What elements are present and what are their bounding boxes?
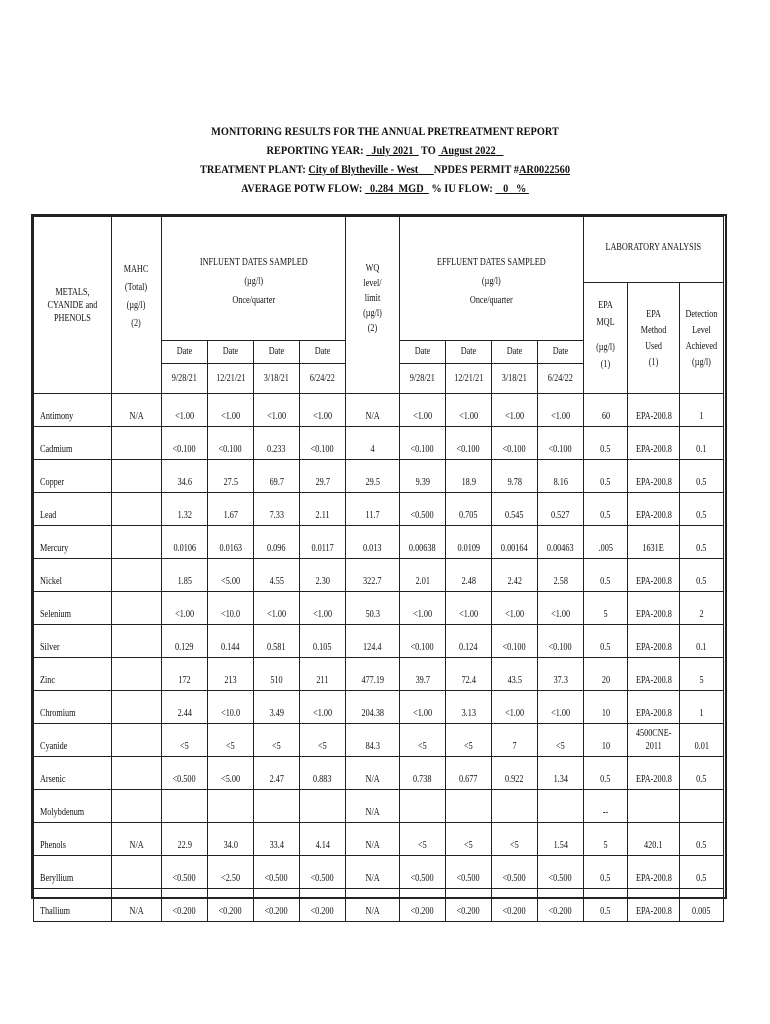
influent-value: 0.144: [208, 625, 254, 658]
influent-value: <10.0: [208, 691, 254, 724]
effluent-value: <0.100: [538, 427, 584, 460]
effluent-value: <0.200: [538, 889, 584, 922]
effluent-value: 0.922: [492, 757, 538, 790]
influent-value: 1.67: [208, 493, 254, 526]
influent-value: [254, 790, 300, 823]
plant-label: TREATMENT PLANT:: [199, 162, 306, 176]
influent-value: 2.47: [254, 757, 300, 790]
wq-value: N/A: [346, 757, 400, 790]
effluent-value: <1.00: [400, 592, 446, 625]
method-value: 4500CNE- 2011: [628, 724, 680, 757]
wq-header: WQ level/ limit (µg/l) (2): [346, 217, 400, 394]
effluent-value: <1.00: [538, 691, 584, 724]
influent-value: <0.100: [162, 427, 208, 460]
iu-value: 0 %: [503, 181, 527, 195]
effluent-value: 0.545: [492, 493, 538, 526]
mahc-value: [112, 460, 162, 493]
effluent-value: <1.00: [446, 394, 492, 427]
effluent-date-cell: [538, 341, 584, 394]
mahc-value: [112, 757, 162, 790]
permit-label: NPDES PERMIT #: [433, 162, 519, 176]
mahc-header: MAHC (Total) (µg/l) (2): [112, 217, 162, 394]
effluent-value: [400, 790, 446, 823]
influent-value: 2.11: [300, 493, 346, 526]
date-label: Date: [400, 341, 445, 364]
effluent-value: 9.39: [400, 460, 446, 493]
mahc-value: [112, 493, 162, 526]
method-value: EPA-200.8: [628, 460, 680, 493]
wq-value: 84.3: [346, 724, 400, 757]
detection-value: 5: [680, 658, 724, 691]
detection-value: 0.5: [680, 526, 724, 559]
reporting-year-label: REPORTING YEAR:: [266, 143, 364, 157]
analyte-name: Cyanide: [34, 724, 112, 757]
effluent-value: <0.100: [400, 625, 446, 658]
influent-value: 7.33: [254, 493, 300, 526]
influent-value: <0.200: [162, 889, 208, 922]
influent-value: <5: [208, 724, 254, 757]
analyte-name: Lead: [34, 493, 112, 526]
influent-value: 510: [254, 658, 300, 691]
effluent-value: <1.00: [538, 592, 584, 625]
effluent-value: 1.34: [538, 757, 584, 790]
report-title: MONITORING RESULTS FOR THE ANNUAL PRETREATMENT REPORT: [211, 124, 559, 138]
date-label: Date: [208, 341, 253, 364]
influent-value: <0.100: [208, 427, 254, 460]
analyte-name: Phenols: [34, 823, 112, 856]
influent-value: 0.233: [254, 427, 300, 460]
effluent-date-value: 12/21/21: [453, 373, 484, 384]
effluent-value: <1.00: [492, 394, 538, 427]
effluent-value: <0.100: [400, 427, 446, 460]
influent-value: <1.00: [254, 592, 300, 625]
iu-label: % IU FLOW:: [431, 181, 493, 195]
method-value: EPA-200.8: [628, 559, 680, 592]
date-label: Date: [492, 341, 537, 364]
method-value: [628, 790, 680, 823]
method-value: EPA-200.8: [628, 691, 680, 724]
mql-value: 60: [584, 394, 628, 427]
influent-date-cell: [208, 341, 254, 394]
mahc-value: [112, 856, 162, 889]
effluent-value: 0.00164: [492, 526, 538, 559]
wq-value: 477.19: [346, 658, 400, 691]
influent-value: 1.85: [162, 559, 208, 592]
detection-value: [680, 790, 724, 823]
mql-value: 0.5: [584, 460, 628, 493]
effluent-value: <0.200: [400, 889, 446, 922]
influent-header: INFLUENT DATES SAMPLED (µg/l) Once/quarter: [162, 217, 346, 341]
effluent-date-value: 6/24/22: [547, 373, 574, 384]
effluent-value: <1.00: [400, 394, 446, 427]
reporting-to: August 2022: [440, 143, 496, 157]
analyte-name: Molybdenum: [34, 790, 112, 823]
effluent-value: 0.00638: [400, 526, 446, 559]
influent-value: 2.44: [162, 691, 208, 724]
effluent-value: <0.100: [492, 625, 538, 658]
influent-value: <1.00: [300, 394, 346, 427]
effluent-value: <0.100: [492, 427, 538, 460]
table-row: [34, 757, 724, 790]
effluent-value: <5: [446, 823, 492, 856]
metals-header-text: METALS, CYANIDE and PHENOLS: [47, 286, 98, 324]
mql-value: 5: [584, 592, 628, 625]
method-value: EPA-200.8: [628, 625, 680, 658]
influent-value: 4.14: [300, 823, 346, 856]
wq-value: N/A: [346, 823, 400, 856]
table-row: [34, 658, 724, 691]
influent-value: 22.9: [162, 823, 208, 856]
mahc-value: N/A: [112, 394, 162, 427]
mql-value: 0.5: [584, 625, 628, 658]
effluent-value: <1.00: [492, 691, 538, 724]
effluent-value: [446, 790, 492, 823]
detection-value: 0.5: [680, 460, 724, 493]
mql-value: 0.5: [584, 559, 628, 592]
method-value: EPA-200.8: [628, 592, 680, 625]
detection-value: 1: [680, 394, 724, 427]
method-value: EPA-200.8: [628, 394, 680, 427]
method-value: EPA-200.8: [628, 856, 680, 889]
detection-value: 0.01: [680, 724, 724, 757]
metals-header: [34, 217, 112, 394]
lab-analysis-header: LABORATORY ANALYSIS: [584, 217, 724, 283]
effluent-value: 0.738: [400, 757, 446, 790]
mahc-value: [112, 691, 162, 724]
effluent-value: 8.16: [538, 460, 584, 493]
influent-value: 0.0117: [300, 526, 346, 559]
influent-value: 4.55: [254, 559, 300, 592]
influent-value: <0.200: [254, 889, 300, 922]
effluent-value: [492, 790, 538, 823]
effluent-date-value: 9/28/21: [409, 373, 436, 384]
effluent-value: 0.124: [446, 625, 492, 658]
analyte-name: Antimony: [34, 394, 112, 427]
table-row: [34, 394, 724, 427]
analyte-name: Copper: [34, 460, 112, 493]
influent-value: <5: [162, 724, 208, 757]
date-label: Date: [300, 341, 345, 364]
mahc-value: [112, 559, 162, 592]
table-row: [34, 427, 724, 460]
wq-value: N/A: [346, 790, 400, 823]
detection-value: 0.1: [680, 625, 724, 658]
table-row: [34, 526, 724, 559]
table-row: [34, 559, 724, 592]
influent-value: <1.00: [162, 592, 208, 625]
influent-date-value: 12/21/21: [215, 373, 246, 384]
influent-value: <2.50: [208, 856, 254, 889]
effluent-value: 3.13: [446, 691, 492, 724]
method-value: EPA-200.8: [628, 757, 680, 790]
effluent-date-value: 3/18/21: [501, 373, 528, 384]
effluent-value: 37.3: [538, 658, 584, 691]
effluent-value: 39.7: [400, 658, 446, 691]
detection-value: 0.5: [680, 493, 724, 526]
influent-value: 0.096: [254, 526, 300, 559]
influent-value: 213: [208, 658, 254, 691]
detection-value: 0.5: [680, 856, 724, 889]
effluent-value: 0.705: [446, 493, 492, 526]
effluent-value: <0.500: [446, 856, 492, 889]
effluent-value: <5: [446, 724, 492, 757]
influent-value: 211: [300, 658, 346, 691]
effluent-value: <1.00: [400, 691, 446, 724]
influent-value: 2.30: [300, 559, 346, 592]
effluent-value: 0.527: [538, 493, 584, 526]
detection-value: 0.5: [680, 757, 724, 790]
influent-value: 3.49: [254, 691, 300, 724]
influent-value: <1.00: [208, 394, 254, 427]
method-header: EPA Method Used (1): [628, 283, 680, 394]
influent-value: 0.129: [162, 625, 208, 658]
table-row: [34, 625, 724, 658]
detection-value: 1: [680, 691, 724, 724]
wq-value: N/A: [346, 394, 400, 427]
effluent-value: <5: [492, 823, 538, 856]
table-row: [34, 856, 724, 889]
date-label: Date: [162, 341, 207, 364]
reporting-year-line: [54, 141, 716, 160]
monitoring-results-table: [33, 216, 724, 922]
effluent-value: 72.4: [446, 658, 492, 691]
influent-value: <5.00: [208, 757, 254, 790]
analyte-name: Cadmium: [34, 427, 112, 460]
effluent-value: <0.500: [400, 856, 446, 889]
plant-name: City of Blytheville - West: [308, 162, 419, 176]
analyte-name: Zinc: [34, 658, 112, 691]
influent-value: <0.500: [162, 757, 208, 790]
effluent-value: 18.9: [446, 460, 492, 493]
effluent-value: 0.0109: [446, 526, 492, 559]
influent-value: [208, 790, 254, 823]
mql-value: .005: [584, 526, 628, 559]
mql-value: --: [584, 790, 628, 823]
analyte-name: Mercury: [34, 526, 112, 559]
mahc-value: [112, 427, 162, 460]
table-row: [34, 889, 724, 922]
analyte-name: Chromium: [34, 691, 112, 724]
influent-value: <1.00: [300, 691, 346, 724]
effluent-value: <0.200: [492, 889, 538, 922]
mql-header: EPA MQL (µg/l) (1): [584, 283, 628, 394]
date-label: Date: [538, 341, 583, 364]
reporting-from: July 2021: [371, 143, 414, 157]
influent-value: <10.0: [208, 592, 254, 625]
influent-value: 33.4: [254, 823, 300, 856]
wq-value: 322.7: [346, 559, 400, 592]
influent-value: <5.00: [208, 559, 254, 592]
mql-value: 0.5: [584, 757, 628, 790]
analyte-name: Beryllium: [34, 856, 112, 889]
mahc-value: [112, 790, 162, 823]
mql-value: 0.5: [584, 493, 628, 526]
influent-value: 0.0163: [208, 526, 254, 559]
mahc-value: [112, 724, 162, 757]
effluent-date-cell: [492, 341, 538, 394]
effluent-value: <0.100: [538, 625, 584, 658]
influent-value: 1.32: [162, 493, 208, 526]
effluent-value: <5: [538, 724, 584, 757]
effluent-value: [538, 790, 584, 823]
influent-value: <1.00: [162, 394, 208, 427]
table-row: [34, 493, 724, 526]
wq-value: N/A: [346, 889, 400, 922]
effluent-value: <0.500: [400, 493, 446, 526]
analyte-name: Arsenic: [34, 757, 112, 790]
effluent-value: <0.200: [446, 889, 492, 922]
mahc-value: [112, 625, 162, 658]
mql-value: 5: [584, 823, 628, 856]
method-value: EPA-200.8: [628, 427, 680, 460]
mql-value: 10: [584, 691, 628, 724]
influent-date-cell: [300, 341, 346, 394]
method-value: 1631E: [628, 526, 680, 559]
wq-value: 29.5: [346, 460, 400, 493]
influent-value: <0.100: [300, 427, 346, 460]
mql-value: 0.5: [584, 856, 628, 889]
effluent-value: 1.54: [538, 823, 584, 856]
detection-value: 0.5: [680, 823, 724, 856]
influent-value: <0.500: [300, 856, 346, 889]
influent-value: 34.0: [208, 823, 254, 856]
table-row: [34, 790, 724, 823]
influent-value: [162, 790, 208, 823]
mahc-value: [112, 592, 162, 625]
wq-value: N/A: [346, 856, 400, 889]
treatment-plant-line: [54, 160, 716, 179]
effluent-value: 2.42: [492, 559, 538, 592]
mql-value: 0.5: [584, 889, 628, 922]
effluent-value: 7: [492, 724, 538, 757]
method-value: 420.1: [628, 823, 680, 856]
analyte-name: Thallium: [34, 889, 112, 922]
analyte-name: Selenium: [34, 592, 112, 625]
wq-value: 4: [346, 427, 400, 460]
influent-value: 69.7: [254, 460, 300, 493]
detection-value: 0.1: [680, 427, 724, 460]
wq-value: 11.7: [346, 493, 400, 526]
influent-value: <1.00: [254, 394, 300, 427]
table-row: [34, 691, 724, 724]
detection-header: Detection Level Achieved (µg/l): [680, 283, 724, 394]
influent-value: <0.500: [162, 856, 208, 889]
effluent-value: <5: [400, 823, 446, 856]
effluent-value: 0.00463: [538, 526, 584, 559]
influent-value: <0.500: [254, 856, 300, 889]
influent-value: 0.105: [300, 625, 346, 658]
influent-date-cell: [254, 341, 300, 394]
method-value: EPA-200.8: [628, 493, 680, 526]
influent-value: 172: [162, 658, 208, 691]
effluent-value: <5: [400, 724, 446, 757]
wq-value: 0.013: [346, 526, 400, 559]
influent-value: 0.883: [300, 757, 346, 790]
effluent-value: 0.677: [446, 757, 492, 790]
influent-date-value: 9/28/21: [171, 373, 198, 384]
mql-value: 20: [584, 658, 628, 691]
effluent-value: <1.00: [492, 592, 538, 625]
detection-value: 0.005: [680, 889, 724, 922]
potw-label: AVERAGE POTW FLOW:: [241, 181, 363, 195]
mahc-value: N/A: [112, 889, 162, 922]
influent-date-value: 3/18/21: [263, 373, 290, 384]
table-row: [34, 460, 724, 493]
mql-value: 0.5: [584, 427, 628, 460]
wq-value: 204.38: [346, 691, 400, 724]
method-value: EPA-200.8: [628, 889, 680, 922]
detection-value: 0.5: [680, 559, 724, 592]
effluent-value: 2.48: [446, 559, 492, 592]
influent-value: 34.6: [162, 460, 208, 493]
table-row: [34, 592, 724, 625]
influent-value: [300, 790, 346, 823]
analyte-name: Silver: [34, 625, 112, 658]
influent-value: 27.5: [208, 460, 254, 493]
potw-flow-line: [54, 179, 716, 198]
effluent-value: 2.58: [538, 559, 584, 592]
effluent-value: <0.500: [538, 856, 584, 889]
analyte-name: Nickel: [34, 559, 112, 592]
table-row: [34, 823, 724, 856]
effluent-value: <1.00: [446, 592, 492, 625]
influent-value: <0.200: [208, 889, 254, 922]
effluent-value: <0.100: [446, 427, 492, 460]
reporting-to-label: TO: [421, 143, 436, 157]
detection-value: 2: [680, 592, 724, 625]
effluent-date-cell: [400, 341, 446, 394]
date-label: Date: [446, 341, 491, 364]
mql-value: 10: [584, 724, 628, 757]
potw-value: 0.284 MGD: [370, 181, 424, 195]
effluent-value: <0.500: [492, 856, 538, 889]
influent-value: <0.200: [300, 889, 346, 922]
wq-value: 124.4: [346, 625, 400, 658]
influent-value: 29.7: [300, 460, 346, 493]
effluent-value: <1.00: [538, 394, 584, 427]
influent-value: <5: [300, 724, 346, 757]
effluent-value: 43.5: [492, 658, 538, 691]
report-header: [54, 122, 716, 198]
influent-date-cell: [162, 341, 208, 394]
effluent-header: EFFLUENT DATES SAMPLED (µg/l) Once/quarter: [400, 217, 584, 341]
mahc-value: [112, 658, 162, 691]
effluent-value: 9.78: [492, 460, 538, 493]
mahc-value: N/A: [112, 823, 162, 856]
influent-value: <5: [254, 724, 300, 757]
wq-value: 50.3: [346, 592, 400, 625]
influent-value: 0.0106: [162, 526, 208, 559]
effluent-value: 2.01: [400, 559, 446, 592]
influent-value: 0.581: [254, 625, 300, 658]
influent-value: <1.00: [300, 592, 346, 625]
effluent-date-cell: [446, 341, 492, 394]
influent-date-value: 6/24/22: [309, 373, 336, 384]
date-label: Date: [254, 341, 299, 364]
permit-number: AR0022560: [518, 162, 571, 176]
mahc-value: [112, 526, 162, 559]
table-row: [34, 724, 724, 757]
method-value: EPA-200.8: [628, 658, 680, 691]
